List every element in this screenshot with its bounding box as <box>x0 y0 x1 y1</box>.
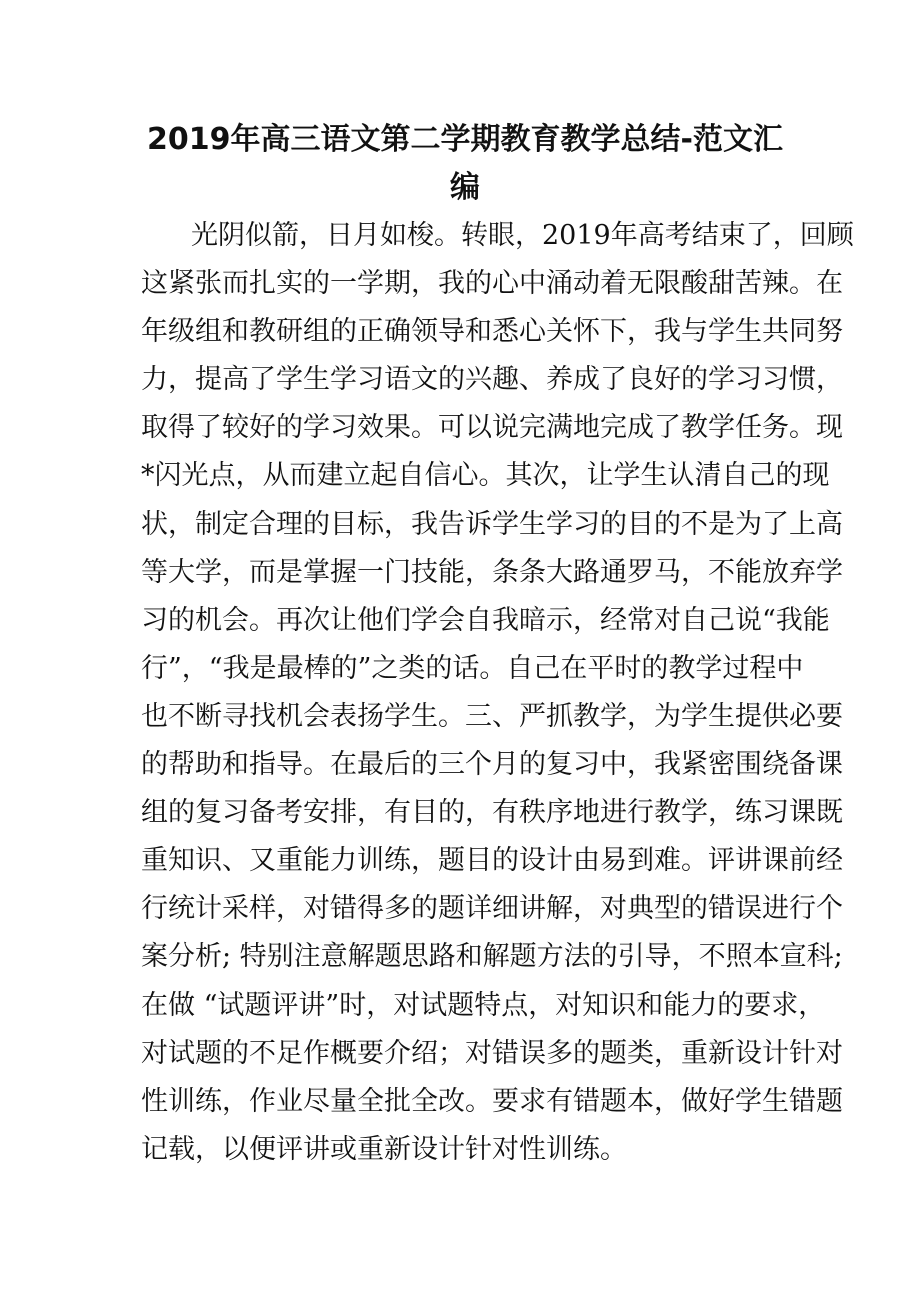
body-line: 行统计采样，对错得多的题详细讲解，对典型的错误进行个 <box>141 893 843 925</box>
body-line: 对试题的不足作概要介绍；对错误多的题类，重新设计针对 <box>141 1037 843 1069</box>
document-body <box>141 212 854 1174</box>
body-line: 案分析; 特别注意解题思路和解题方法的引导，不照本宣科; <box>141 941 843 973</box>
body-line: 行”，“我是最棒的”之类的话。自己在平时的教学过程中 <box>141 652 804 684</box>
body-line: 这紧张而扎实的一学期，我的心中涌动着无限酸甜苦辣。在 <box>141 268 843 300</box>
body-line: 也不断寻找机会表扬学生。三、严抓教学，为学生提供必要 <box>141 700 843 732</box>
body-line: 重知识、又重能力训练，题目的设计由易到难。评讲课前经 <box>141 845 843 877</box>
body-line: 组的复习备考安排，有目的，有秩序地进行教学，练习课既 <box>141 797 843 829</box>
document-title-line-2: 编 <box>450 170 480 205</box>
document-title-line-1: 2019年高三语文第二学期教育教学总结-范文汇 <box>147 122 783 157</box>
body-line: 记载，以便评讲或重新设计针对性训练。 <box>141 1133 627 1165</box>
body-line: 状，制定合理的目标，我告诉学生学习的目的不是为了上高 <box>141 508 843 540</box>
body-line: 光阴似箭，日月如梭。转眼，2019年高考结束了，回顾 <box>191 220 854 251</box>
body-line: 年级组和教研组的正确领导和悉心关怀下，我与学生共同努 <box>141 316 843 348</box>
body-line: 的帮助和指导。在最后的三个月的复习中，我紧密围绕备课 <box>141 749 843 781</box>
body-line: 力，提高了学生学习语文的兴趣、养成了良好的学习习惯， <box>141 364 843 396</box>
body-line: 性训练，作业尽量全批全改。要求有错题本，做好学生错题 <box>141 1085 843 1117</box>
body-line: 习的机会。再次让他们学会自我暗示，经常对自己说“我能 <box>141 604 830 636</box>
body-line: *闪光点，从而建立起自信心。其次，让学生认清自己的现 <box>141 460 830 492</box>
body-line: 取得了较好的学习效果。可以说完满地完成了教学任务。现 <box>141 412 843 444</box>
body-line: 等大学，而是掌握一门技能，条条大路通罗马，不能放弃学 <box>141 556 843 588</box>
body-line: 在做 “试题评讲”时，对试题特点，对知识和能力的要求， <box>141 989 826 1021</box>
